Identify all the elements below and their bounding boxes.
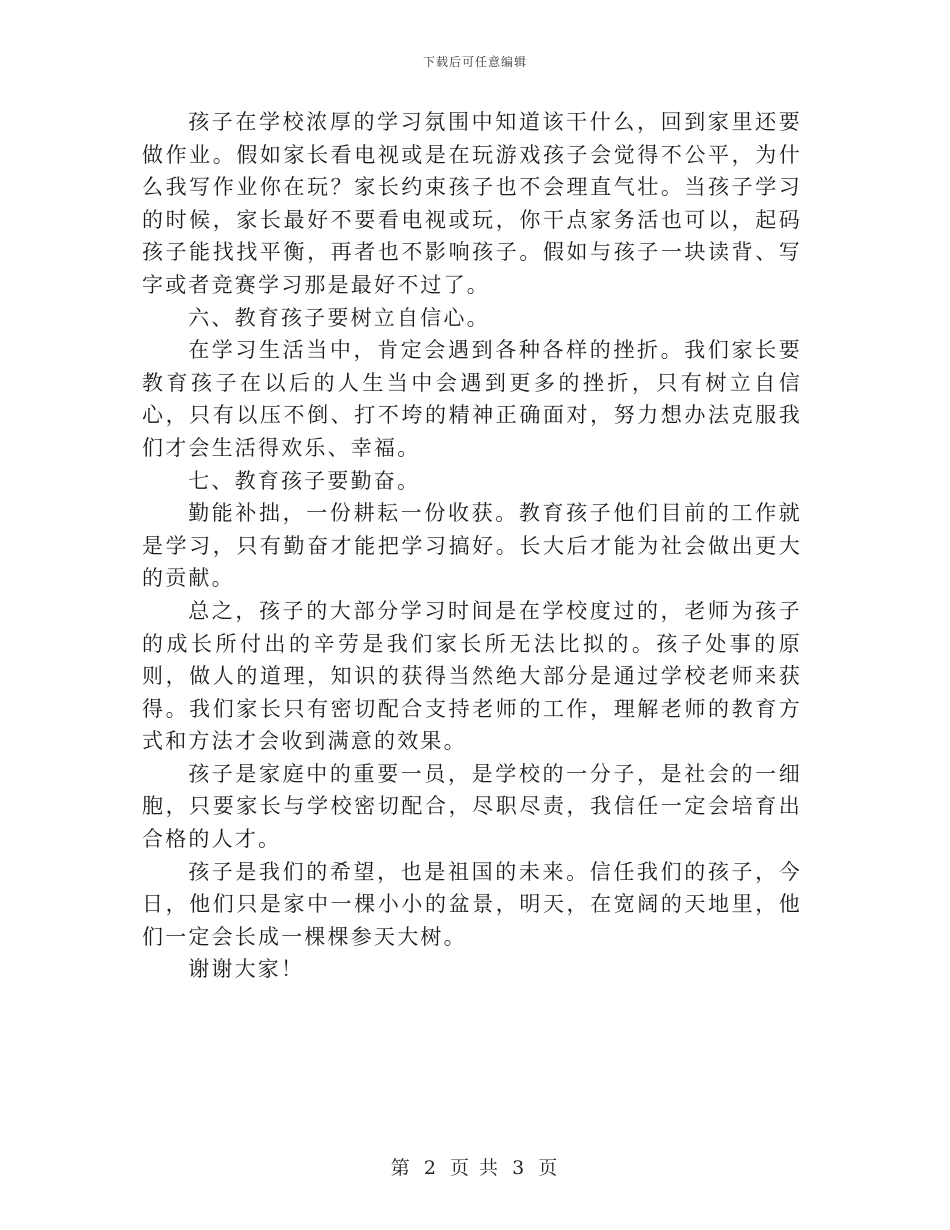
page-footer	[0, 1153, 950, 1180]
heading-confidence: 六、教育孩子要树立自信心。	[188, 305, 490, 330]
footer-middle: 页 共	[449, 1157, 501, 1179]
footer-suffix: 页	[538, 1157, 560, 1179]
document-body	[142, 106, 802, 986]
paragraph-family-school: 孩子是家庭中的重要一员，是学校的一分子，是社会的一细胞，只要家长与学校密切配合，尽职尽责，我信任一定会培育出合格的人才。	[142, 761, 802, 852]
page-header: 下载后可任意编辑	[422, 55, 527, 69]
footer-prefix: 第	[390, 1157, 412, 1179]
paragraph-homework-atmosphere: 孩子在学校浓厚的学习氛围中知道该干什么，回到家里还要做作业。假如家长看电视或是在玩游戏孩子会觉得不公平，为什么我写作业你在玩？家长约束孩子也不会理直气壮。当孩子学习的时候，家长最好不要看电视或玩，你干点家务活也可以，起码孩子能找找平衡，再者也不影响孩子。假如与孩子一块读背、写字或者竞赛学习那是最好不过了。	[142, 110, 802, 297]
heading-diligence: 七、教育孩子要勤奋。	[188, 468, 421, 493]
paragraph-hope: 孩子是我们的希望，也是祖国的未来。信任我们的孩子，今日，他们只是家中一棵小小的盆景，明天，在宽阔的天地里，他们一定会长成一棵棵参天大树。	[142, 859, 802, 949]
footer-total-pages: 3	[512, 1157, 527, 1179]
paragraph-diligence: 勤能补拙，一份耕耘一份收获。教育孩子他们目前的工作就是学习，只有勤奋才能把学习搞好。长大后才能为社会做出更大的贡献。	[142, 501, 802, 591]
paragraph-confidence: 在学习生活当中，肯定会遇到各种各样的挫折。我们家长要教育孩子在以后的人生当中会遇到更多的挫折，只有树立自信心，只有以压不倒、打不垮的精神正确面对，努力想办法克服我们才会生活得欢乐、幸福。	[142, 338, 802, 460]
paragraph-thanks: 谢谢大家！	[188, 957, 305, 982]
footer-current-page: 2	[423, 1157, 438, 1179]
paragraph-summary: 总之，孩子的大部分学习时间是在学校度过的，老师为孩子的成长所付出的辛劳是我们家长所无法比拟的。孩子处事的原则，做人的道理，知识的获得当然绝大部分是通过学校老师来获得。我们家长只有密切配合支持老师的工作，理解老师的教育方式和方法才会收到满意的效果。	[142, 598, 802, 754]
